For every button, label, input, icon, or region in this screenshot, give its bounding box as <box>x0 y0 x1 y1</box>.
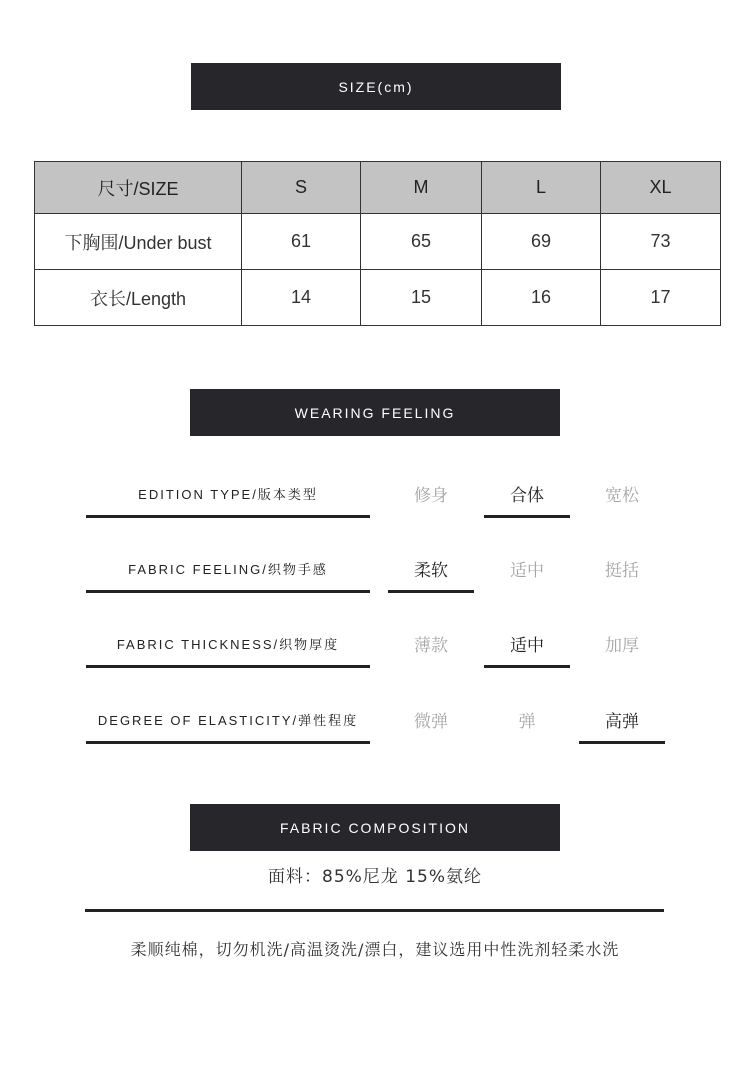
size-banner <box>191 63 561 110</box>
size-table <box>34 161 721 326</box>
header-cell-l: L <box>482 162 601 214</box>
feel-option: 修身 <box>414 485 448 506</box>
divider <box>85 909 664 912</box>
table-cell: 69 <box>482 214 601 270</box>
wearing-title: WEARING FEELING <box>294 404 456 421</box>
feel-option-selected: 柔软 <box>388 546 474 593</box>
feel-row-fabric-feeling <box>0 546 750 596</box>
size-title: SIZE(cm) <box>338 78 414 95</box>
feel-row-elasticity <box>0 697 750 747</box>
feel-row-edition-type <box>0 471 750 521</box>
row-label-length: 衣长/Length <box>35 270 242 326</box>
header-cell-s: S <box>242 162 361 214</box>
feel-label: FABRIC FEELING/织物手感 <box>86 546 370 593</box>
care-instructions: 柔顺纯棉，切勿机洗/高温烫洗/漂白，建议选用中性洗剂轻柔水洗 <box>130 940 620 959</box>
wearing-banner <box>190 389 560 436</box>
feel-option: 薄款 <box>414 635 448 656</box>
fabric-title: FABRIC COMPOSITION <box>279 819 470 836</box>
feel-option: 微弹 <box>414 711 448 732</box>
table-row <box>35 214 721 270</box>
feel-label: EDITION TYPE/版本类型 <box>86 471 370 518</box>
feel-option-selected: 适中 <box>484 621 570 668</box>
table-cell: 65 <box>361 214 482 270</box>
table-row <box>35 270 721 326</box>
header-cell-size: 尺寸/SIZE <box>35 162 242 214</box>
row-label-under-bust: 下胸围/Under bust <box>35 214 242 270</box>
table-cell: 61 <box>242 214 361 270</box>
table-cell: 73 <box>601 214 721 270</box>
header-cell-m: M <box>361 162 482 214</box>
table-cell: 15 <box>361 270 482 326</box>
feel-label: FABRIC THICKNESS/织物厚度 <box>86 621 370 668</box>
fabric-composition-text: 面料：85%尼龙 15%氨纶 <box>268 867 482 887</box>
fabric-banner <box>190 804 560 851</box>
feel-option: 弹 <box>518 711 536 732</box>
header-cell-xl: XL <box>601 162 721 214</box>
feel-option: 宽松 <box>605 485 639 506</box>
feel-option-selected: 高弹 <box>579 697 665 744</box>
table-cell: 16 <box>482 270 601 326</box>
table-header-row <box>35 162 721 214</box>
feel-row-fabric-thickness <box>0 621 750 671</box>
table-cell: 17 <box>601 270 721 326</box>
feel-label: DEGREE OF ELASTICITY/弹性程度 <box>86 697 370 744</box>
feel-option: 挺括 <box>605 560 639 581</box>
table-cell: 14 <box>242 270 361 326</box>
feel-option-selected: 合体 <box>484 471 570 518</box>
feel-option: 适中 <box>510 560 544 581</box>
feel-option: 加厚 <box>605 635 639 656</box>
